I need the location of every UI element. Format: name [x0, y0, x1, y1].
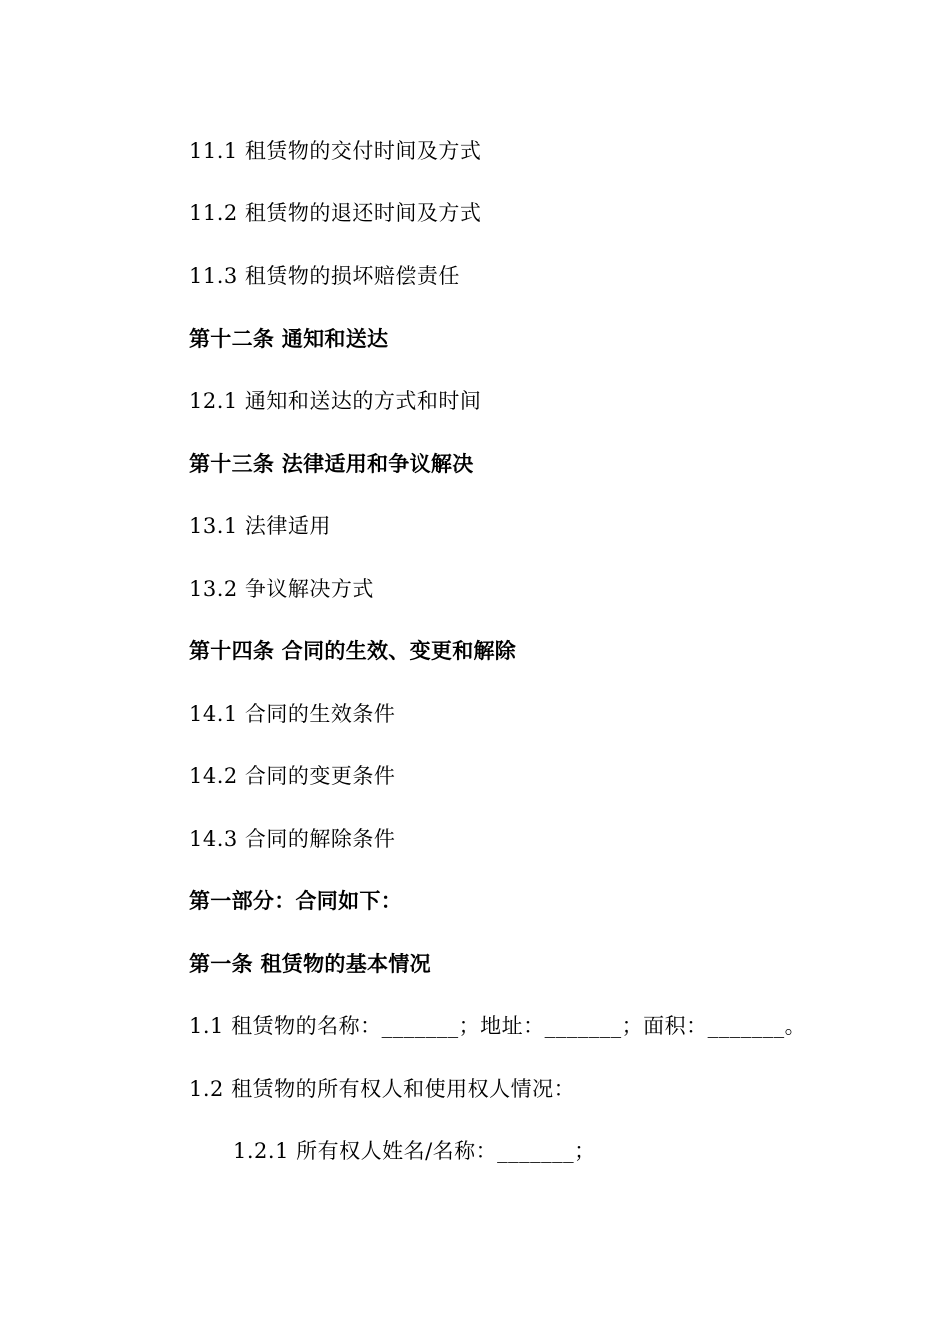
clause-1-1: 1.1 租赁物的名称：_______；地址：_______；面积：_______。 — [189, 1014, 807, 1038]
clause-14-2: 14.2 合同的变更条件 — [189, 764, 396, 788]
clause-11-3: 11.3 租赁物的损坏赔偿责任 — [189, 264, 460, 288]
clause-13-2: 13.2 争议解决方式 — [189, 577, 374, 601]
clause-13-1: 13.1 法律适用 — [189, 514, 331, 538]
clause-11-2: 11.2 租赁物的退还时间及方式 — [189, 201, 482, 225]
article-1-heading: 第一条 租赁物的基本情况 — [189, 952, 431, 976]
clause-1-2: 1.2 租赁物的所有权人和使用权人情况： — [189, 1077, 576, 1101]
clause-14-3: 14.3 合同的解除条件 — [189, 827, 396, 851]
clause-11-1: 11.1 租赁物的交付时间及方式 — [189, 139, 482, 163]
clause-1-2-1: 1.2.1 所有权人姓名/名称：_______； — [233, 1139, 596, 1163]
part-1-heading: 第一部分：合同如下： — [189, 889, 402, 913]
article-12-heading: 第十二条 通知和送达 — [189, 327, 389, 351]
clause-14-1: 14.1 合同的生效条件 — [189, 702, 396, 726]
clause-12-1: 12.1 通知和送达的方式和时间 — [189, 389, 482, 413]
article-13-heading: 第十三条 法律适用和争议解决 — [189, 452, 474, 476]
article-14-heading: 第十四条 合同的生效、变更和解除 — [189, 639, 517, 663]
